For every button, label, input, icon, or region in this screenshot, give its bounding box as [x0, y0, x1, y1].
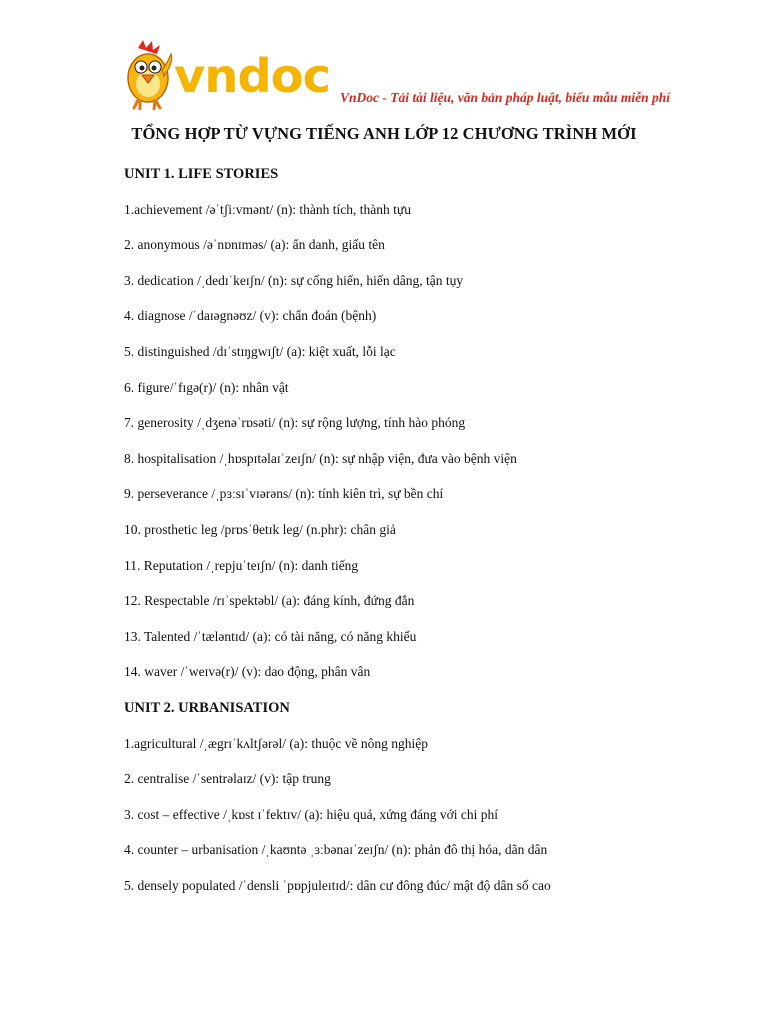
vocab-entry: 10. prosthetic leg /prɒsˈθetɪk leg/ (n.phr): chân giả	[124, 521, 396, 537]
vocab-entry: 2. anonymous /əˈnɒnɪməs/ (a): ẩn danh, giấu tên	[124, 237, 385, 253]
vocab-entry: 5. densely populated /ˈdensli ˈpɒpjuleɪtɪd/: dân cư đông đúc/ mật độ dân số cao	[124, 877, 551, 893]
vocab-entry: 2. centralise /ˈsentrəlaɪz/ (v): tập trung	[124, 771, 331, 787]
logo-wordmark: vndoc	[174, 49, 330, 103]
vocab-entry: 4. diagnose /ˈdaɪəgnəʊz/ (v): chẩn đoán (bệnh)	[124, 308, 377, 324]
page-header	[124, 40, 704, 112]
site-tagline: VnDoc - Tải tài liệu, văn bản pháp luật, biểu mẫu miễn phí	[340, 90, 671, 105]
vocab-entry: 5. distinguished /dɪˈstɪŋgwɪʃt/ (a): kiệt xuất, lỗi lạc	[124, 343, 396, 359]
vocab-entry: 13. Talented /ˈtæləntɪd/ (a): có tài năng, có năng khiếu	[124, 628, 417, 644]
vocab-entry: 6. figure/ˈfɪgə(r)/ (n): nhân vật	[124, 379, 289, 395]
vocabulary-list	[124, 164, 724, 911]
vocab-entry: 14. waver /ˈweɪvə(r)/ (v): dao động, phân vân	[124, 664, 371, 680]
vocab-entry: 4. counter – urbanisation /ˌkaʊntə ˌɜːbənaɪˈzeɪʃn/ (n): phản đô thị hóa, dãn dân	[124, 842, 548, 858]
vocab-entry: 8. hospitalisation /ˌhɒspɪtəlaɪˈzeɪʃn/ (n): sự nhập viện, đưa vào bệnh viện	[124, 450, 517, 466]
vocab-entry: 12. Respectable /rɪˈspektəbl/ (a): đáng kính, đứng đắn	[124, 593, 415, 609]
vocab-entry: 7. generosity /ˌdʒenəˈrɒsəti/ (n): sự rộng lượng, tính hào phóng	[124, 415, 466, 431]
vocab-entry: 1.agricultural /ˌægrɪˈkʌltʃərəl/ (a): thuộc về nông nghiệp	[124, 735, 429, 751]
vocab-entry: 3. dedication /ˌdedɪˈkeɪʃn/ (n): sự cống hiến, hiến dâng, tận tụy	[124, 272, 464, 288]
document-title: TỔNG HỢP TỪ VỰNG TIẾNG ANH LỚP 12 CHƯƠNG TRÌNH MỚI	[131, 124, 637, 143]
vocab-entry: 3. cost – effective /ˌkɒst ɪˈfektɪv/ (a): hiệu quả, xứng đáng với chi phí	[124, 806, 499, 822]
chicken-mascot-icon	[128, 40, 172, 109]
section-heading: UNIT 1. LIFE STORIES	[124, 166, 279, 182]
section-unit-1	[124, 164, 724, 698]
vocab-entry: 11. Reputation /ˌrepjuˈteɪʃn/ (n): danh tiếng	[124, 557, 359, 573]
vocab-entry: 1.achievement /əˈtʃiːvmənt/ (n): thành tích, thành tựu	[124, 201, 411, 217]
section-unit-2	[124, 698, 724, 912]
section-heading: UNIT 2. URBANISATION	[124, 699, 290, 716]
vocab-entry: 9. perseverance /ˌpɜːsɪˈvɪərəns/ (n): tính kiên trì, sự bền chí	[124, 486, 444, 502]
vndoc-logo	[124, 40, 334, 110]
